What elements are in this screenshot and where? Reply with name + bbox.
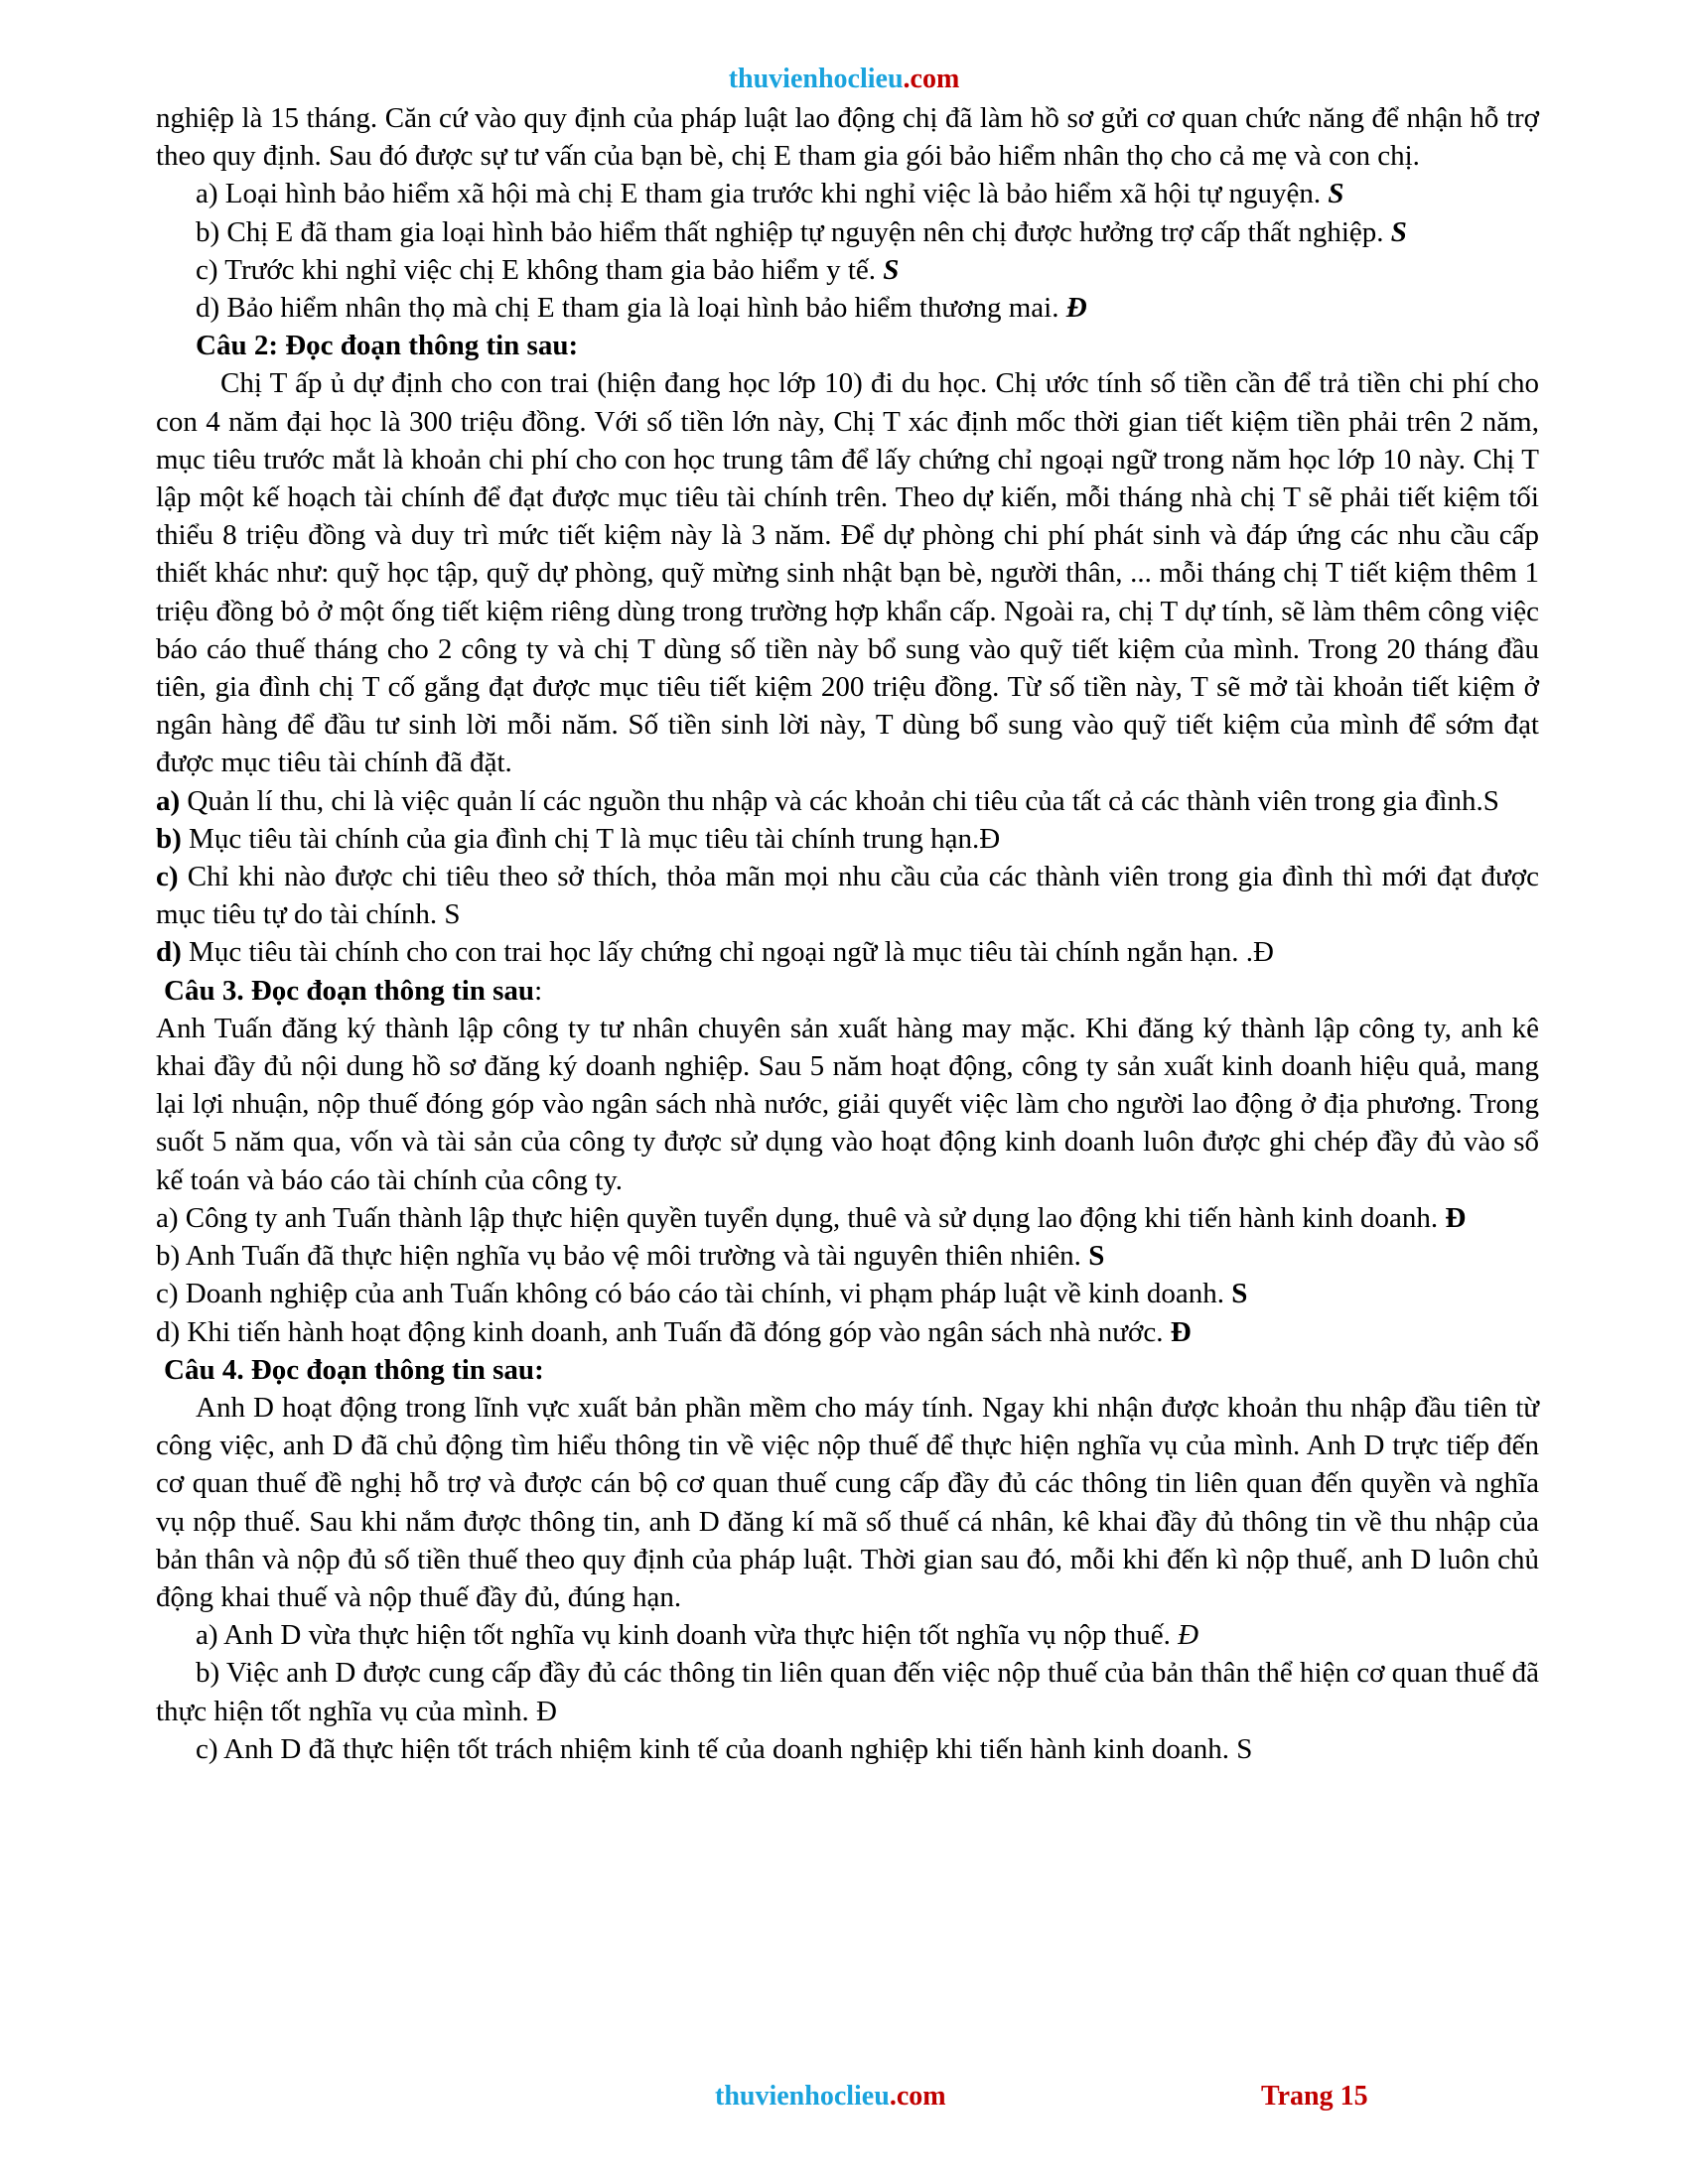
footer-site-name: thuvienhoclieu.com [715, 2081, 946, 2112]
q3-item-d: d) Khi tiến hành hoạt động kinh doanh, anh Tuấn đã đóng góp vào ngân sách nhà nước. Đ [156, 1315, 1192, 1348]
q2-passage: Chị T ấp ủ dự định cho con trai (hiện đang học lớp 10) đi du học. Chị ước tính số tiền cần để trả tiền chi phí cho con 4 năm đại học là 300 triệu đồng. Với số tiền lớn này, Chị T xác định mốc thời gian tiết kiệm tiền phải trên 2 năm, mục tiêu trước mắt là khoản chi phí cho con học trung tâm để lấy chứng chỉ ngoại ngữ trong năm học lớp 10 này. Chị T lập một kế hoạch tài chính để đạt được mục tiêu tài chính trên. Theo dự kiến, mỗi tháng nhà chị T sẽ phải tiết kiệm tối thiểu 8 triệu đồng và duy trì mức tiết kiệm này là 3 năm. Để dự phòng chi phí phát sinh và đáp ứng các nhu cầu cấp thiết khác như: quỹ học tập, quỹ dự phòng, quỹ mừng sinh nhật bạn bè, người thân, ... mỗi tháng chị T tiết kiệm thêm 1 triệu đồng bỏ ở một ống tiết kiệm riêng dùng trong trường hợp khẩn cấp. Ngoài ra, chị T dự tính, sẽ làm thêm công việc báo cáo thuế tháng cho 2 công ty và chị T dùng số tiền này bổ sung vào quỹ tiết kiệm của mình. Trong 20 tháng đầu tiên, gia đình chị T cố gắng đạt được mục tiêu tiết kiệm 200 triệu đồng. Từ số tiền này, T sẽ mở tài khoản tiết kiệm ở ngân hàng để đầu tư sinh lời mỗi năm. Số tiền sinh lời này, T dùng bổ sung vào quỹ tiết kiệm của mình để sớm đạt được mục tiêu tài chính đã đặt. [156, 367, 1539, 779]
document-body [156, 99, 1539, 1768]
q3-passage: Anh Tuấn đăng ký thành lập công ty tư nhân chuyên sản xuất hàng may mặc. Khi đăng ký thành lập công ty, anh kê khai đầy đủ nội dung hồ sơ đăng ký doanh nghiệp. Sau 5 năm hoạt động, công ty sản xuất kinh doanh hiệu quả, mang lại lợi nhuận, nộp thuế đóng góp vào ngân sách nhà nước, giải quyết việc làm cho người lao động ở địa phương. Trong suốt 5 năm qua, vốn và tài sản của công ty được sử dụng vào hoạt động kinh doanh luôn được ghi chép đầy đủ vào sổ kế toán và báo cáo tài chính của công ty. [156, 1012, 1539, 1196]
answer-mark: S [1231, 1278, 1248, 1310]
intro-paragraph: nghiệp là 15 tháng. Căn cứ vào quy định của pháp luật lao động chị đã làm hồ sơ gửi cơ quan chức năng để nhận hỗ trợ theo quy định. Sau đó được sự tư vấn của bạn bè, chị E tham gia gói bảo hiểm nhân thọ cho cả mẹ và con chị. [156, 102, 1539, 173]
q2-item-d: d) Mục tiêu tài chính cho con trai học lấy chứng chỉ ngoại ngữ là mục tiêu tài chính ngắn hạn. .Đ [156, 936, 1274, 969]
q1-item-a: a) Loại hình bảo hiểm xã hội mà chị E tham gia trước khi nghỉ việc là bảo hiểm xã hội tự nguyện. S [196, 178, 1344, 210]
q4-passage: Anh D hoạt động trong lĩnh vực xuất bản phần mềm cho máy tính. Ngay khi nhận được khoản thu nhập đầu tiên từ công việc, anh D đã chủ động tìm hiểu thông tin về việc nộp thuế để thực hiện nghĩa vụ của mình. Anh D trực tiếp đến cơ quan thuế đề nghị hỗ trợ và được cán bộ cơ quan thuế cung cấp đầy đủ các thông tin liên quan đến quyền và nghĩa vụ nộp thuế. Sau khi nắm được thông tin, anh D đăng kí mã số thuế cá nhân, kê khai đầy đủ thông tin về thu nhập của bản thân và nộp đủ số tiền thuế theo quy định của pháp luật. Thời gian sau đó, mỗi khi đến kì nộp thuế, anh D luôn chủ động khai thuế và nộp thuế đầy đủ, đúng hạn. [156, 1391, 1539, 1613]
page-footer [0, 2077, 1688, 2116]
q4-item-a: a) Anh D vừa thực hiện tốt nghĩa vụ kinh doanh vừa thực hiện tốt nghĩa vụ nộp thuế. Đ [196, 1619, 1199, 1652]
q2-item-b: b) Mục tiêu tài chính của gia đình chị T là mục tiêu tài chính trung hạn.Đ [156, 822, 1001, 855]
answer-mark: Đ [1445, 1201, 1467, 1234]
q4-title: Câu 4. Đọc đoạn thông tin sau: [164, 1353, 544, 1386]
q3-item-a: a) Công ty anh Tuấn thành lập thực hiện quyền tuyển dụng, thuê và sử dụng lao động khi tiến hành kinh doanh. Đ [156, 1201, 1467, 1234]
answer-mark: S [1390, 215, 1407, 248]
q2-item-c: c) Chỉ khi nào được chi tiêu theo sở thích, thỏa mãn mọi nhu cầu của các thành viên trong gia đình thì mới đạt được mục tiêu tự do tài chính. S [156, 861, 1539, 931]
answer-mark: S [883, 253, 900, 286]
q2-title: Câu 2: Đọc đoạn thông tin sau: [196, 330, 579, 362]
q3-item-c: c) Doanh nghiệp của anh Tuấn không có báo cáo tài chính, vi phạm pháp luật về kinh doanh. S [156, 1278, 1248, 1310]
answer-mark: S [1088, 1240, 1105, 1273]
answer-mark: S [1328, 178, 1344, 210]
q1-item-d: d) Bảo hiểm nhân thọ mà chị E tham gia là loại hình bảo hiểm thương mai. Đ [196, 292, 1087, 325]
header-site-name: thuvienhoclieu.com [728, 64, 960, 94]
answer-mark: Đ [1065, 292, 1087, 325]
q3-title: Câu 3. Đọc đoạn thông tin sau: [164, 974, 543, 1007]
page-number: Trang 15 [1261, 2081, 1368, 2112]
q3-item-b: b) Anh Tuấn đã thực hiện nghĩa vụ bảo vệ môi trường và tài nguyên thiên nhiên. S [156, 1240, 1105, 1273]
q2-item-a: a) Quản lí thu, chi là việc quản lí các nguồn thu nhập và các khoản chi tiêu của tất cả các thành viên trong gia đình.S [156, 784, 1499, 817]
q1-item-b: b) Chị E đã tham gia loại hình bảo hiểm thất nghiệp tự nguyện nên chị được hưởng trợ cấp thất nghiệp. S [196, 215, 1407, 248]
q1-item-c: c) Trước khi nghỉ việc chị E không tham gia bảo hiểm y tế. S [196, 253, 900, 286]
q4-item-b: b) Việc anh D được cung cấp đầy đủ các thông tin liên quan đến việc nộp thuế của bản thân thể hiện cơ quan thuế đã thực hiện tốt nghĩa vụ của mình. Đ [156, 1657, 1539, 1727]
answer-mark: Đ [1170, 1315, 1192, 1348]
q4-item-c: c) Anh D đã thực hiện tốt trách nhiệm kinh tế của doanh nghiệp khi tiến hành kinh doanh. S [196, 1732, 1253, 1765]
answer-mark: Đ [1178, 1619, 1199, 1652]
